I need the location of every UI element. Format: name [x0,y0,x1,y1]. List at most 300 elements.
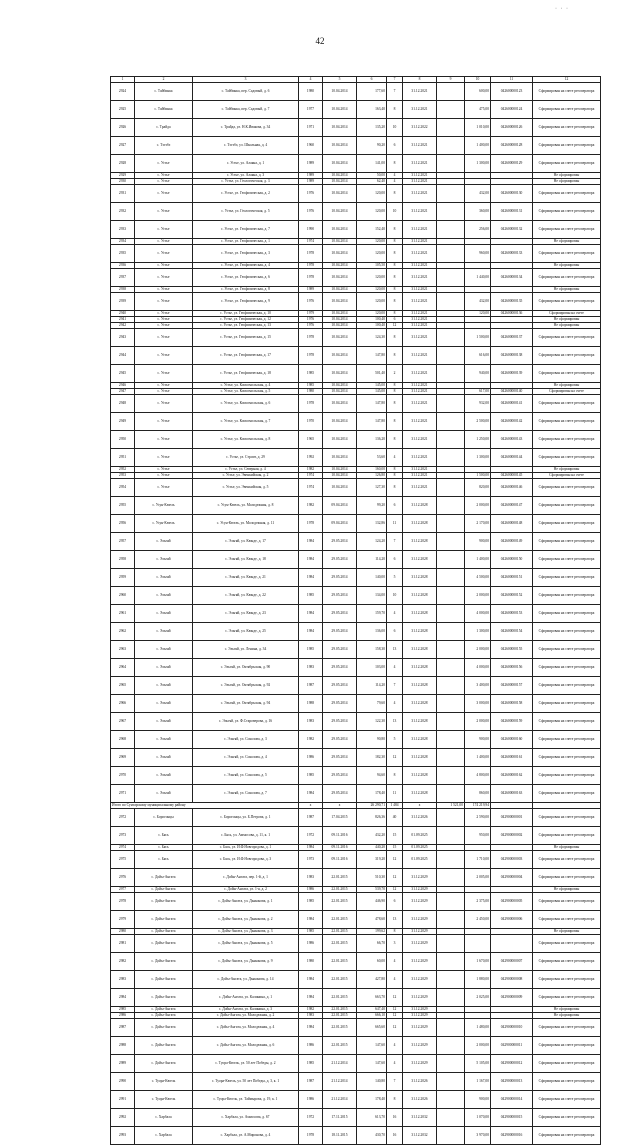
table-cell: 10.04.2014 [323,467,357,473]
table-cell: Сформирован на счете регоператора [533,785,601,803]
table-cell [437,605,465,623]
table-cell: с. Устье, ул. Геофизическая, д. 4 [193,263,299,269]
table-cell: 1972 [299,1109,323,1127]
table-cell [437,203,465,221]
table-cell [437,1073,465,1091]
table-cell: с. Устье [135,287,193,293]
table-cell: 360,00 [465,203,491,221]
table-cell: 2968 [111,731,135,749]
table-cell: 10 [387,587,403,605]
table-cell: 31.12.2029 [403,971,437,989]
table-cell: 042600000161 [491,749,533,767]
table-cell: 31.12.2021 [403,137,437,155]
table-cell: Не сформирован [533,1013,601,1019]
table-cell: 1 167,00 [465,1073,491,1091]
table-cell: 10.04.2014 [323,245,357,263]
table-cell: 2947 [111,389,135,395]
table-cell: 31.12.2028 [403,659,437,677]
table-cell: с. Устье [135,395,193,413]
table-cell: 4 500,00 [465,569,491,587]
table-row [111,1019,601,1037]
table-cell: 31.12.2029 [403,1055,437,1073]
table-cell: 31.12.2029 [403,1037,437,1055]
table-row [111,395,601,413]
table-cell: 90,20 [357,137,387,155]
table-cell: с. Устье [135,269,193,287]
table-cell: Сформирован на счете регоператора [533,155,601,173]
table-cell: 2 [387,365,403,383]
table-cell: 29.05.2014 [323,659,357,677]
table-cell: 1989 [299,287,323,293]
table-cell: 31.12.2021 [403,479,437,497]
table-cell: 1984 [299,971,323,989]
table-cell: 2953 [111,473,135,479]
table-cell: 900,00 [465,731,491,749]
table-cell: с. Эльгяй, ул. Соколова, д. 7 [193,785,299,803]
table-cell: 042600000130 [491,185,533,203]
table-cell: с. Дойы-Ангата [135,911,193,929]
table-cell: с. Устье, ул. Геологическая, д. 3 [193,179,299,185]
table-cell: 4 [387,971,403,989]
table-cell: 2940 [111,311,135,317]
header-marks: · · · [555,6,569,12]
table-cell: с. Устье, ул. Геофизическая, д. 18 [193,365,299,383]
table-cell: 2974 [111,845,135,851]
table-cell: 136,20 [357,431,387,449]
table-cell: 1984 [299,911,323,929]
table-cell: 2948 [111,395,135,413]
table-cell: 6 [387,317,403,323]
table-cell: с. Бясь, ул. И.Ф.Новгородова, д. 3 [193,851,299,869]
table-cell: с. Устье, ул. Геофизическая, д. 12 [193,317,299,323]
table-row [111,953,601,971]
table-cell: 4 [387,605,403,623]
table-cell: 4 [387,659,403,677]
table-cell: 2 025,00 [465,989,491,1007]
table-cell: 31.12.2029 [403,953,437,971]
table-cell: 2 005,00 [465,869,491,887]
table-cell: с. Устье [135,365,193,383]
table-cell [437,785,465,803]
table-row [111,155,601,173]
table-cell: 31.12.2021 [403,383,437,389]
table-cell: 100,40 [357,323,387,329]
table-cell [437,659,465,677]
table-cell: 1980 [299,389,323,395]
table-cell: 1988 [299,695,323,713]
table-cell: 09.11.2016 [323,827,357,845]
table-cell: Сформирован на счете регоператора [533,767,601,785]
column-number-cell: 4 [299,77,323,83]
table-cell: 042600000146 [491,479,533,497]
table-cell: 199,62 [357,929,387,935]
table-cell: Не сформирован [533,1007,601,1013]
table-cell: с. Эльгяй [135,767,193,785]
table-cell: Не сформирован [533,383,601,389]
table-cell: 319,20 [357,851,387,869]
table-cell: 1974 [299,479,323,497]
table-cell: 31.12.2021 [403,83,437,101]
table-cell: 40 [387,809,403,827]
table-row [111,641,601,659]
table-cell: 31.12.2021 [403,155,437,173]
table-cell [437,431,465,449]
table-cell: 1978 [299,329,323,347]
table-cell [437,623,465,641]
table-cell: 1 521,00 [437,803,465,809]
table-cell: с. Устье [135,239,193,245]
table-cell: Сформирован на счете регоператора [533,659,601,677]
table-cell: 1985 [299,767,323,785]
table-cell: Сформирован на счете регоператора [533,395,601,413]
table-row [111,731,601,749]
table-cell: Сформирован на счете регоператора [533,431,601,449]
table-cell: 6 [387,137,403,155]
table-cell [437,971,465,989]
table-cell [437,695,465,713]
table-cell: с. Устье, ул. Геофизическая, д. 2 [193,185,299,203]
table-row [111,479,601,497]
table-cell: 31.12.2028 [403,515,437,533]
table-cell: Не сформирован [533,323,601,329]
table-cell: 1960 [299,137,323,155]
table-cell [437,677,465,695]
table-cell: 11 [387,785,403,803]
table-cell [437,533,465,551]
table-row [111,659,601,677]
table-cell: 1 710,00 [465,851,491,869]
table-cell: 8 [387,269,403,287]
table-cell: 31.12.2021 [403,239,437,245]
table-cell: 3 000,00 [465,695,491,713]
table-cell: с. Устье, ул. Северная, д. 4 [193,467,299,473]
table-cell: 2946 [111,383,135,389]
table-cell: 1987 [299,677,323,695]
table-cell: с. Устье [135,221,193,239]
table-cell: 940,00 [465,365,491,383]
table-cell: Не сформирован [533,263,601,269]
table-cell: с. Устье, ул. Геофизическая, д. 3 [193,245,299,263]
table-cell: 09.11.2016 [323,851,357,869]
table-cell: с. Борогонцы, ул. Б.Петрова, д. 1 [193,809,299,827]
table-cell [437,1109,465,1127]
table-cell: 042900000016 [491,1127,533,1145]
table-cell: 2977 [111,887,135,893]
table-cell: с. Дойы-Ангата [135,893,193,911]
table-cell: 2 000,00 [465,641,491,659]
table-cell: 042600000134 [491,269,533,287]
table-cell: Сформирован на счете регоператора [533,269,601,287]
table-cell: 2926 [111,119,135,137]
table-cell: с. Устье [135,179,193,185]
table-cell [437,1037,465,1055]
table-cell: 1985 [299,641,323,659]
table-cell: Сформирован на счете [533,389,601,395]
table-cell: 2958 [111,551,135,569]
table-cell: 2938 [111,287,135,293]
table-cell: 1974 [299,239,323,245]
table-cell: 1971 [299,119,323,137]
table-row [111,869,601,887]
table-cell: 1982 [299,1007,323,1013]
table-cell: с. Устье, ул. Геофизическая, д. 15 [193,329,299,347]
table-row [111,971,601,989]
table-cell: 446,90 [357,893,387,911]
table-cell: Сформирован на счете регоператора [533,731,601,749]
table-cell [437,413,465,431]
table-cell: 042900000012 [491,1055,533,1073]
table-cell: 8 [387,395,403,413]
table-cell: Сформирован на счете регоператора [533,569,601,587]
table-cell: Сформирован на счете регоператора [533,293,601,311]
table-cell: с. Устье, ул. Геофизическая, д. 17 [193,347,299,365]
table-cell: 1989 [299,173,323,179]
table-cell: с. Эльгяй [135,551,193,569]
table-cell: Сформирован на счете регоператора [533,83,601,101]
table-cell: 22.01.2015 [323,935,357,953]
table-cell: 22.01.2015 [323,1013,357,1019]
table-cell: Не сформирован [533,239,601,245]
table-cell: 8 [387,929,403,935]
table-cell: 31.12.2021 [403,431,437,449]
table-cell: 2932 [111,203,135,221]
table-cell: 1985 [299,893,323,911]
table-cell: 042600000132 [491,221,533,239]
table-cell: с. Дойы-Ангата, ул. 1-я, д. 2 [193,887,299,893]
table-cell: с. Устье, ул. Комсомольская, д. 5 [193,389,299,395]
table-cell: 114,20 [357,551,387,569]
table-cell: 12 [387,1013,403,1019]
table-cell: 2993 [111,1127,135,1145]
column-number-cell: 2 [135,77,193,83]
table-cell: 617,00 [465,389,491,395]
table-cell [437,479,465,497]
table-cell: с. Эльгяй, ул. Ф.Староверова, д. 16 [193,713,299,731]
table-cell: с. Устье, ул. Алаяна, д. 3 [193,173,299,179]
table-cell: 616,00 [465,347,491,365]
table-cell [465,935,491,953]
table-cell: с. Эльгяй [135,623,193,641]
table-cell: Сформирован на счете регоператора [533,713,601,731]
table-cell: 2 375,00 [465,893,491,911]
table-cell: 256,00 [465,221,491,239]
table-cell [437,515,465,533]
table-cell: 2945 [111,365,135,383]
table-cell: 7 [387,533,403,551]
table-cell: 10.04.2014 [323,323,357,329]
table-cell: 31.12.2029 [403,887,437,893]
table-cell: 2934 [111,239,135,245]
table-cell: 10.04.2014 [323,479,357,497]
table-cell: 31.12.2021 [403,185,437,203]
table-cell: 6 [387,623,403,641]
table-cell: 042600000157 [491,677,533,695]
table-cell: 2 590,00 [465,809,491,827]
table-cell: 94,60 [357,767,387,785]
table-cell: 120,00 [465,311,491,317]
table-cell: с. Дойы-Ангата, ул. Дьяконова, д. 9 [193,953,299,971]
page-number: 42 [315,36,325,46]
table-cell: Сформирован на счете регоператора [533,497,601,515]
table-cell: 159,70 [357,605,387,623]
table-cell: 10.04.2014 [323,287,357,293]
table-row [111,893,601,911]
table-cell: 1986 [299,1091,323,1109]
table-cell: с. Устье, ул. Геофизическая, д. 9 [193,293,299,311]
table-cell: 10.04.2014 [323,119,357,137]
table-cell [437,365,465,383]
table-cell: 427,80 [357,971,387,989]
table-cell: 1985 [299,587,323,605]
table-row [111,1109,601,1127]
table-row [111,587,601,605]
table-row [111,809,601,827]
table-cell: 042600000142 [491,413,533,431]
table-cell: 2982 [111,953,135,971]
table-cell [437,893,465,911]
table-cell: 042600000143 [491,431,533,449]
table-cell: 2 000,00 [465,1037,491,1055]
table-cell: 1 880,00 [465,971,491,989]
table-cell: 140,00 [357,569,387,587]
table-cell: 22.01.2015 [323,887,357,893]
table-cell: с. Туора-Кюель [135,1091,193,1109]
table-cell: Сформирован на счете регоператора [533,953,601,971]
table-cell: 042900000011 [491,1037,533,1055]
table-cell: Сформирован на счете регоператора [533,1091,601,1109]
table-cell: 432,20 [357,827,387,845]
table-cell: 932,00 [465,395,491,413]
table-cell: 8 [387,479,403,497]
table-cell: 5 [387,731,403,749]
table-cell: с. Эльгяй [135,659,193,677]
table-cell: 2970 [111,767,135,785]
table-cell [437,713,465,731]
table-cell: с. Дойы-Ангата [135,869,193,887]
table-cell: 29.05.2014 [323,641,357,659]
table-cell: Сформирован на счете регоператора [533,245,601,263]
table-cell [437,911,465,929]
table-cell: с. Эльгяй, ул. Кюнде, д. 23 [193,605,299,623]
table-cell: с. Устье [135,329,193,347]
table-row [111,119,601,137]
table-cell: 2979 [111,911,135,929]
table-cell [437,749,465,767]
table-row [111,623,601,641]
column-number-cell: 6 [357,77,387,83]
total-label: Итого по Сунтарскому муниципальному району [111,803,299,809]
table-cell: 182,30 [357,749,387,767]
table-cell: 12 [387,887,403,893]
table-cell [437,347,465,365]
table-cell: 2978 [111,893,135,911]
table-cell: 042600000160 [491,731,533,749]
table-cell: Сформирован на счете регоператора [533,365,601,383]
table-cell: 21.12.2014 [323,1073,357,1091]
table-cell: 042600000141 [491,395,533,413]
table-cell: 1977 [299,101,323,119]
table-cell: с. Эльгяй [135,569,193,587]
table-cell: Сформирован на счете регоператора [533,989,601,1007]
table-row [111,827,601,845]
table-cell: 134,00 [357,587,387,605]
table-cell: 10.04.2014 [323,179,357,185]
table-cell: с. Туора-Кюель, ул. 50 лет Победы, д. 2 [193,1055,299,1073]
table-cell: 7 [387,677,403,695]
table-cell: Сформирован на счете регоператора [533,641,601,659]
table-cell: 1984 [299,1019,323,1037]
table-cell: 31.12.2029 [403,893,437,911]
table-cell: 3 [387,935,403,953]
table-cell: 31.12.2028 [403,785,437,803]
table-cell: 120,00 [357,185,387,203]
table-cell: с. Устье, ул. Эвенкийская, д. 5 [193,479,299,497]
table-cell: с. Устье, ул. Геофизическая, д. 6 [193,269,299,287]
table-cell: 29.05.2014 [323,713,357,731]
table-cell: 126,80 [357,473,387,479]
table-cell: 124,20 [357,533,387,551]
table-cell: 510,30 [357,869,387,887]
table-cell: 174 219,94 [465,803,491,809]
table-cell: 29.05.2014 [323,605,357,623]
table-cell: 31.12.2021 [403,311,437,317]
table-cell: 8 [387,311,403,317]
table-cell: Сформирован на счете регоператора [533,1073,601,1091]
table-cell: 147,60 [357,1037,387,1055]
table-cell: 132,86 [357,515,387,533]
table-cell: 1965 [299,431,323,449]
table-cell [437,641,465,659]
table-cell: 1978 [299,515,323,533]
table-cell: 22.01.2015 [323,911,357,929]
table-cell: 8 [387,221,403,239]
table-cell: 1 480,00 [465,1019,491,1037]
table-cell: 31.12.2021 [403,395,437,413]
table-cell: Сформирован на счете регоператора [533,119,601,137]
table-cell: 29.05.2014 [323,731,357,749]
table-cell: 16 [387,1127,403,1145]
table-cell: с. Устье [135,479,193,497]
table-cell: с. Эльгяй [135,749,193,767]
table-cell: 177,60 [357,83,387,101]
table-cell: Сформирован на счете регоператора [533,911,601,929]
table-cell: 12 [387,869,403,887]
table-cell: 042900000008 [491,971,533,989]
table-cell: 62,40 [357,179,387,185]
table-cell: 042600000140 [491,389,533,395]
table-cell: 042600000162 [491,767,533,785]
table-cell [437,851,465,869]
table-cell: 09.04.2014 [323,497,357,515]
table-cell: 158,30 [357,641,387,659]
table-cell: 10.04.2014 [323,263,357,269]
table-cell: 160,00 [357,467,387,473]
table-cell: с. Дойы-Ангата, ул. Дьяконова, д. 2 [193,911,299,929]
table-cell: 31.12.2028 [403,623,437,641]
table-cell: 12 [387,323,403,329]
table-cell: 1985 [299,383,323,389]
table-cell: 15 [387,845,403,851]
table-cell: с. Устье [135,323,193,329]
table-cell: 29.05.2014 [323,533,357,551]
table-cell: 2937 [111,269,135,287]
table-cell: 900,00 [465,1091,491,1109]
table-cell: 2955 [111,497,135,515]
table-cell: Не сформирован [533,467,601,473]
table-cell: 18.11.2015 [323,1127,357,1145]
table-cell: 4 [387,449,403,467]
table-cell: 647,40 [357,1007,387,1013]
